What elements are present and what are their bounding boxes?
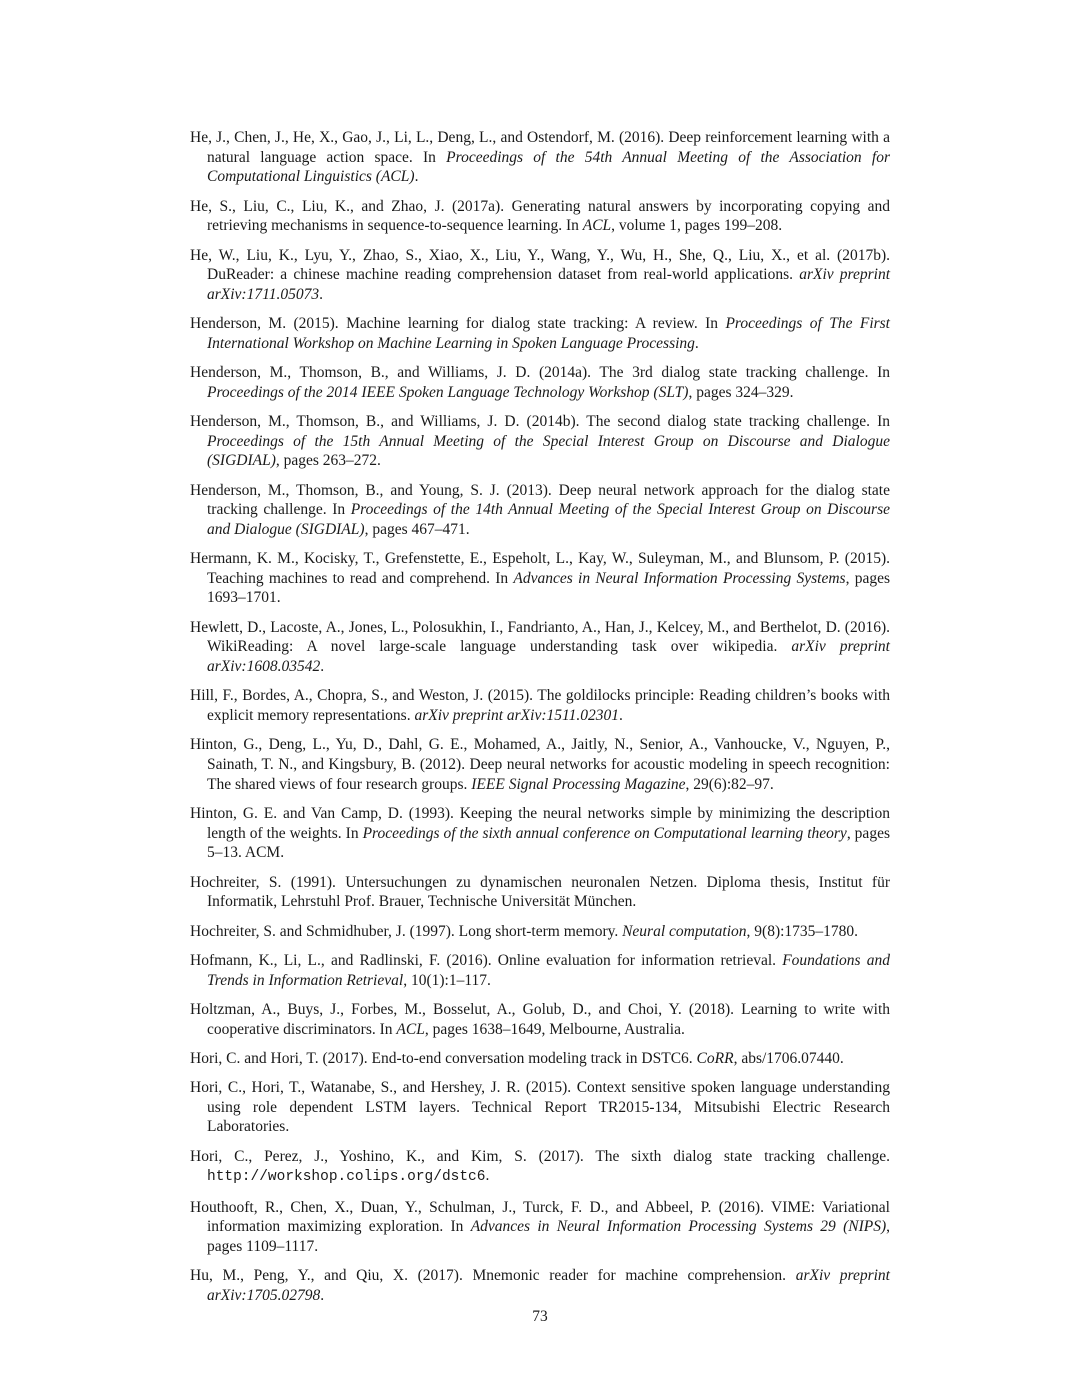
reference-text-segment: Hewlett, D., Lacoste, A., Jones, L., Polosukhin, I., Fandrianto, A., Han, J., Kelcey, M., and Berthelot, D. (2016). WikiReading: A novel large-scale language understanding task over wikipedia. <box>190 618 890 656</box>
reference-entry <box>190 1078 890 1137</box>
reference-italic-segment: Proceedings of the 15th Annual Meeting of the Special Interest Group on Discourse and Dialogue (SIGDIAL) <box>207 432 890 470</box>
reference-italic-segment: Advances in Neural Information Processing Systems 29 (NIPS) <box>470 1218 887 1236</box>
reference-italic-segment: Proceedings of the 14th Annual Meeting of the Special Interest Group on Discourse and Dialogue (SIGDIAL) <box>207 501 890 538</box>
reference-text-segment: , 29(6):82–97. <box>685 775 774 793</box>
reference-text-segment: Holtzman, A., Buys, J., Forbes, M., Bosselut, A., Golub, D., and Choi, Y. (2018). Learning to write with cooperative discriminators. In <box>190 1000 890 1038</box>
reference-entry <box>190 1266 890 1305</box>
page-number: 73 <box>532 1308 548 1325</box>
reference-text-segment: Hermann, K. M., Kocisky, T., Grefenstette, E., Espeholt, L., Kay, W., Suleyman, M., and Blunsom, P. (2015). Teaching machines to read and comprehend. In <box>190 550 890 587</box>
reference-italic-segment: arXiv preprint arXiv:1608.03542 <box>207 638 890 676</box>
reference-text-segment: , pages 263–272. <box>275 452 381 470</box>
reference-entry <box>190 1198 890 1257</box>
reference-entry <box>190 686 890 725</box>
reference-italic-segment: IEEE Signal Processing Magazine <box>471 775 686 793</box>
reference-text-segment: , 9(8):1735–1780. <box>746 922 859 940</box>
reference-text-segment: . <box>414 168 419 186</box>
reference-entry <box>190 1049 890 1069</box>
reference-entry <box>190 873 890 912</box>
reference-text-segment: , abs/1706.07440. <box>733 1049 844 1067</box>
reference-italic-segment: arXiv preprint arXiv:1705.02798 <box>207 1267 890 1305</box>
reference-entry <box>190 922 890 942</box>
reference-entry <box>190 128 890 187</box>
reference-entry <box>190 246 890 305</box>
reference-italic-segment: Foundations and Trends in Information Retrieval <box>207 951 890 989</box>
reference-text-segment: Henderson, M., Thomson, B., and Young, S. J. (2013). Deep neural network approach for the dialog state tracking challenge. In <box>190 481 890 519</box>
reference-text-segment: . <box>485 1167 490 1185</box>
reference-entry <box>190 804 890 863</box>
reference-text-segment: Hochreiter, S. (1991). Untersuchungen zu dynamischen neuronalen Netzen. Diploma thesis, Institut für Informatik, Lehrstuhl Prof. Brauer, Technische Universität München. <box>190 873 890 911</box>
reference-entry <box>190 735 890 794</box>
reference-italic-segment: Neural computation <box>622 922 747 940</box>
reference-text-segment: Houthooft, R., Chen, X., Duan, Y., Schulman, J., Turck, F. D., and Abbeel, P. (2016). VIME: Variational information maximizing exploration. In <box>190 1198 890 1236</box>
references-list <box>190 128 890 1315</box>
reference-text-segment: He, J., Chen, J., He, X., Gao, J., Li, L., Deng, L., and Ostendorf, M. (2016). Deep reinforcement learning with a natural language action space. In <box>190 129 890 166</box>
reference-text-segment: Henderson, M., Thomson, B., and Williams, J. D. (2014b). The second dialog state tracking challenge. In <box>190 413 890 431</box>
reference-text-segment: Hori, C., Hori, T., Watanabe, S., and Hershey, J. R. (2015). Context sensitive spoken language understanding using role dependent LSTM layers. Technical Report TR2015-134, Mitsubishi Electric Research Laboratories. <box>190 1079 890 1136</box>
reference-text-segment: Henderson, M., Thomson, B., and Williams, J. D. (2014a). The 3rd dialog state tracking challenge. In <box>190 364 890 382</box>
reference-text-segment: , pages 1693–1701. <box>207 569 890 607</box>
reference-entry <box>190 951 890 990</box>
reference-italic-segment: ACL <box>582 217 612 235</box>
reference-text-segment: Hu, M., Peng, Y., and Qiu, X. (2017). Mnemonic reader for machine comprehension. <box>190 1267 796 1285</box>
reference-entry <box>190 618 890 677</box>
reference-italic-segment: Proceedings of The First International Workshop on Machine Learning in Spoken Language Processing <box>207 315 890 352</box>
reference-text-segment: . <box>320 658 325 676</box>
reference-entry <box>190 481 890 540</box>
reference-text-segment: Henderson, M. (2015). Machine learning for dialog state tracking: A review. In <box>190 315 726 333</box>
reference-text-segment: Hochreiter, S. and Schmidhuber, J. (1997). Long short-term memory. <box>190 922 623 940</box>
reference-text-segment: Hori, C. and Hori, T. (2017). End-to-end conversation modeling track in DSTC6. <box>190 1049 697 1067</box>
reference-text-segment: . <box>320 1287 325 1305</box>
reference-text-segment: . <box>694 334 699 352</box>
reference-entry <box>190 549 890 608</box>
reference-entry <box>190 197 890 236</box>
reference-text-segment: , 10(1):1–117. <box>403 971 491 989</box>
reference-text-segment: He, W., Liu, K., Lyu, Y., Zhao, S., Xiao, X., Liu, Y., Wang, Y., Wu, H., She, Q., Liu, X., et al. (2017b). DuReader: a chinese machine reading comprehension dataset from real-world applications. <box>190 246 890 284</box>
reference-entry <box>190 412 890 471</box>
reference-text-segment: . <box>319 285 323 303</box>
reference-italic-segment: arXiv preprint arXiv:1711.05073 <box>207 266 891 303</box>
reference-italic-segment: Proceedings of the sixth annual conference on Computational learning theory <box>362 824 847 842</box>
reference-text-segment: , pages 467–471. <box>364 520 470 538</box>
reference-italic-segment: CoRR <box>696 1049 734 1067</box>
reference-text-segment: , pages 5–13. ACM. <box>207 824 890 862</box>
reference-text-segment: Hill, F., Bordes, A., Chopra, S., and Weston, J. (2015). The goldilocks principle: Reading children’s books with explicit memory representations. <box>190 687 890 725</box>
reference-text-segment: , volume 1, pages 199–208. <box>611 217 783 235</box>
reference-text-segment: Hofmann, K., Li, L., and Radlinski, F. (2016). Online evaluation for information retrieval. <box>190 951 783 969</box>
reference-entry <box>190 363 890 402</box>
reference-text-segment: , pages 1638–1649, Melbourne, Australia. <box>424 1020 685 1038</box>
reference-entry <box>190 1147 890 1188</box>
reference-text-segment: Hinton, G., Deng, L., Yu, D., Dahl, G. E., Mohamed, A., Jaitly, N., Senior, A., Vanhoucke, V., Nguyen, P., Sainath, T. N., and Kingsbury, B. (2012). Deep neural networks for acoustic modeling in speech recognition: The shared views of four research groups. <box>190 736 890 793</box>
reference-text-segment: He, S., Liu, C., Liu, K., and Zhao, J. (2017a). Generating natural answers by incorporating copying and retrieving mechanisms in sequence-to-sequence learning. In <box>190 197 890 235</box>
reference-entry <box>190 314 890 353</box>
reference-text-segment: , pages 1109–1117. <box>207 1218 890 1256</box>
reference-italic-segment: Proceedings of the 2014 IEEE Spoken Language Technology Workshop (SLT) <box>207 383 689 401</box>
reference-italic-segment: Proceedings of the 54th Annual Meeting of the Association for Computational Linguistics (ACL) <box>207 148 890 186</box>
reference-italic-segment: Advances in Neural Information Processing Systems <box>513 569 846 587</box>
reference-italic-segment: ACL <box>396 1020 425 1038</box>
reference-url[interactable]: http://workshop.colips.org/dstc6 <box>207 1169 486 1186</box>
reference-text-segment: Hori, C., Perez, J., Yoshino, K., and Kim, S. (2017). The sixth dialog state tracking challenge. <box>190 1147 890 1165</box>
reference-text-segment: Hinton, G. E. and Van Camp, D. (1993). Keeping the neural networks simple by minimizing the description length of the weights. In <box>190 804 890 842</box>
reference-italic-segment: arXiv preprint arXiv:1511.02301 <box>414 707 619 725</box>
reference-text-segment: . <box>618 707 623 725</box>
reference-entry <box>190 1000 890 1039</box>
reference-text-segment: , pages 324–329. <box>688 383 794 401</box>
